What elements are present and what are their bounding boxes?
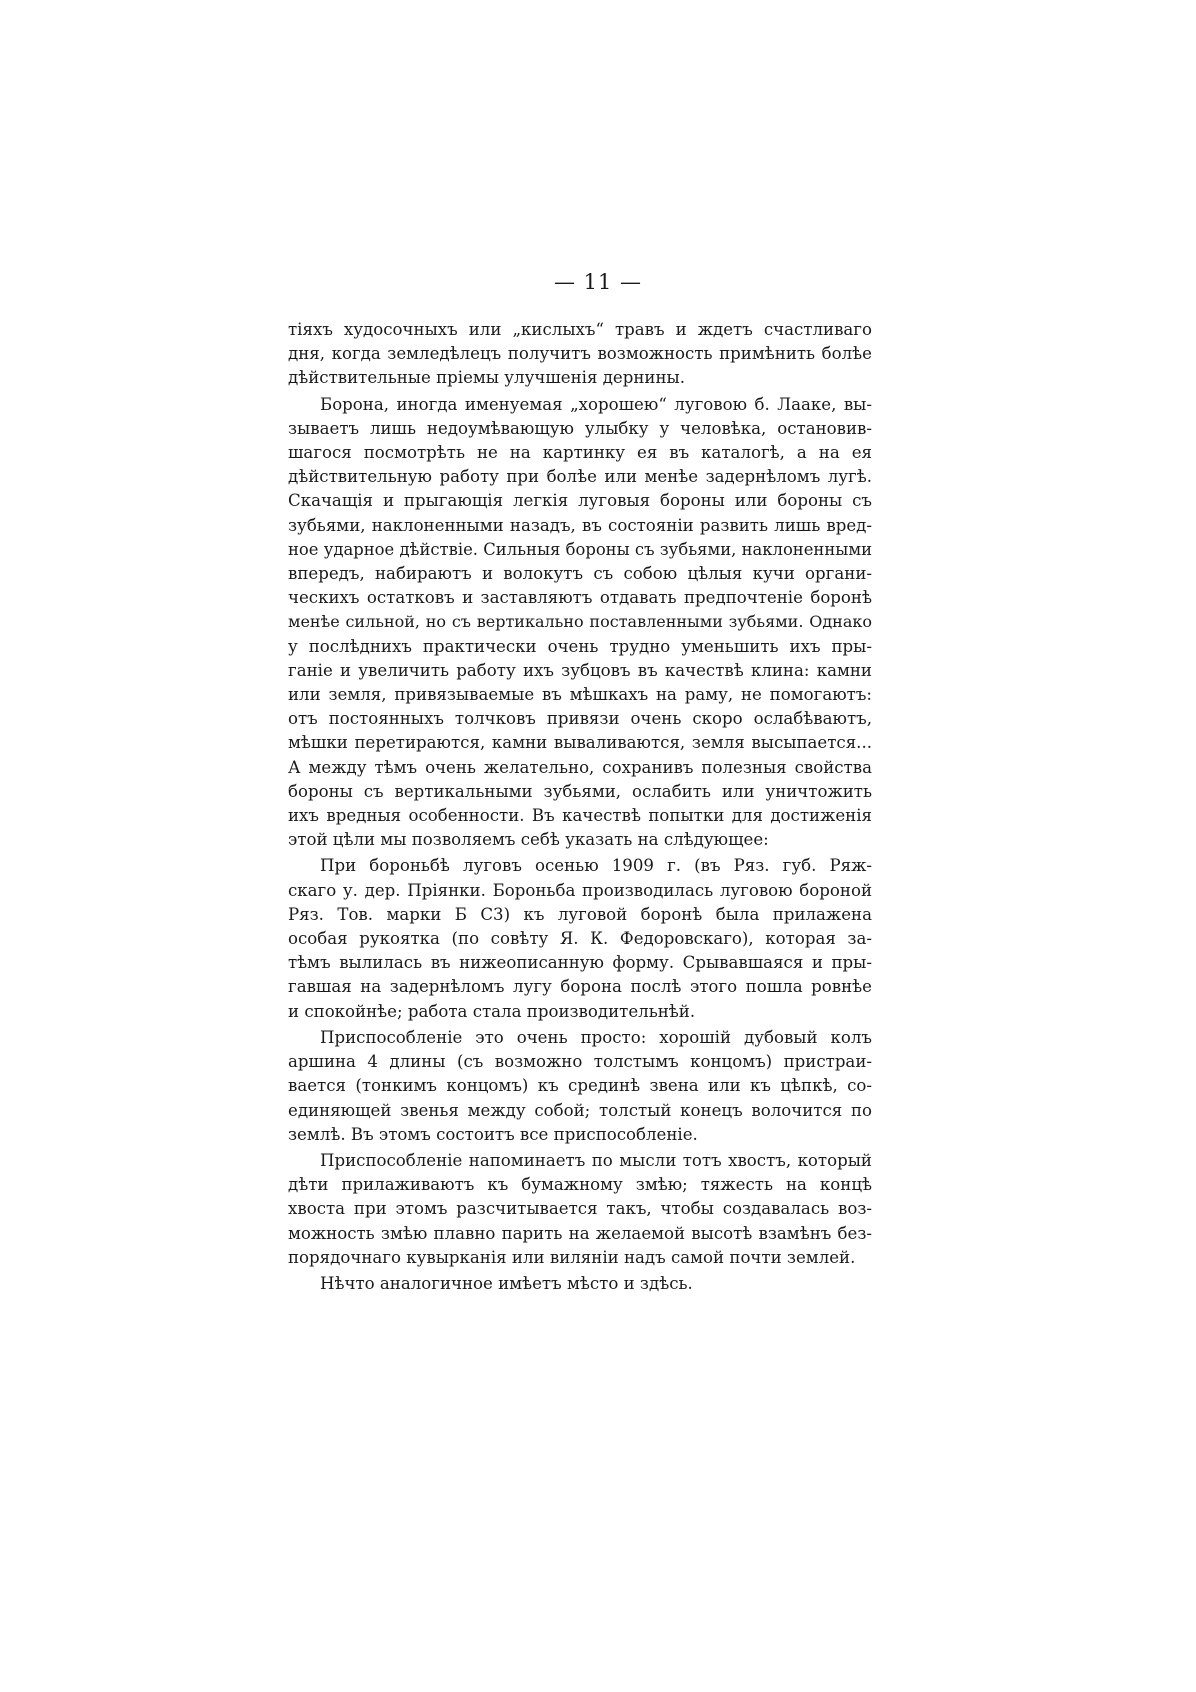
- text-line: Борона, иногда именуемая „хорошею“ луговою б. Лааке, вы-: [320, 394, 872, 414]
- text-line: дѣйствительные прiемы улучшенiя дернины.: [288, 368, 686, 388]
- text-line: отъ постоянныхъ толчковъ привязи очень скоро ослабѣваютъ,: [288, 709, 872, 729]
- text-line: аршина 4 длины (съ возможно толстымъ концомъ) пристраи-: [288, 1052, 872, 1072]
- paragraph: [288, 393, 872, 853]
- text-line: хвоста при этомъ разсчитывается такъ, чтобы создавалась воз-: [288, 1199, 872, 1219]
- text-line: Приспособленiе это очень просто: хорошiй дубовый колъ: [320, 1027, 872, 1047]
- text-line: вается (тонкимъ концомъ) къ срединѣ звена или къ цѣпкѣ, со-: [288, 1076, 872, 1096]
- text-line: мѣшки перетираются, камни вываливаются, земля высыпается...: [288, 733, 872, 753]
- text-line: ческихъ остатковъ и заставляютъ отдавать предпочтенiе боронѣ: [288, 588, 872, 608]
- text-line: порядочнаго кувырканiя или виляніи надъ самой почти землей.: [288, 1247, 856, 1267]
- text-line: единяющей звенья между собой; толстый конецъ волочится по: [288, 1100, 872, 1120]
- text-line: бороны съ вертикальными зубьями, ослабить или уничтожить: [288, 781, 872, 801]
- text-line: этой цѣли мы позволяемъ себѣ указать на слѣдующее:: [288, 830, 769, 850]
- text-line: При бороньбѣ луговъ осенью 1909 г. (въ Ряз. губ. Ряж-: [320, 856, 872, 876]
- text-line: зубьями, наклоненными назадъ, въ состоянiи развить лишь вред-: [288, 515, 872, 535]
- text-line: Нѣчто аналогичное имѣетъ мѣсто и здѣсь.: [320, 1273, 693, 1293]
- text-line: особая рукоятка (по совѣту Я. К. Федоровскаго), которая за-: [288, 929, 872, 949]
- text-line: дѣти прилаживаютъ къ бумажному змѣю; тяжесть на концѣ: [288, 1175, 872, 1195]
- text-line: можность змѣю плавно парить на желаемой высотѣ взамѣнъ без-: [288, 1223, 872, 1243]
- text-line: А между тѣмъ очень желательно, сохранивъ полезныя свойства: [288, 757, 872, 777]
- paragraph: [288, 318, 872, 391]
- text-line: Ряз. Тов. марки Б С3) къ луговой боронѣ была прилажена: [288, 904, 872, 924]
- page-number: — 11 —: [553, 270, 643, 294]
- text-line: ганiе и увеличить работу ихъ зубцовъ въ качествѣ клина: камни: [288, 660, 872, 680]
- text-line: или земля, привязываемые въ мѣшкахъ на раму, не помогаютъ:: [288, 685, 872, 705]
- paragraph: [288, 1272, 872, 1296]
- text-line: дня, когда земледѣлецъ получитъ возможность примѣнить болѣе: [288, 344, 872, 364]
- paragraph: [288, 854, 872, 1023]
- paragraph: [288, 1026, 872, 1147]
- text-line: землѣ. Въ этомъ состоитъ все приспособленiе.: [288, 1124, 698, 1144]
- text-line: зываетъ лишь недоумѣвающую улыбку у человѣка, остановив-: [288, 418, 872, 438]
- text-line: Приспособленiе напоминаетъ по мысли тотъ хвостъ, который: [320, 1150, 872, 1170]
- paragraph: [288, 1149, 872, 1270]
- text-line: тiяхъ худосочныхъ или „кислыхъ“ травъ и ждетъ счастливаго: [288, 320, 872, 339]
- text-line: гавшая на задернѣломъ лугу борона послѣ этого пошла ровнѣе: [288, 977, 872, 997]
- text-line: ное ударное дѣйствiе. Сильныя бороны съ зубьями, наклоненными: [288, 539, 872, 559]
- text-line: Скачащiя и прыгающiя легкiя луговыя бороны или бороны съ: [288, 491, 872, 511]
- text-line: ихъ вредныя особенности. Въ качествѣ попытки для достиженiя: [288, 806, 872, 826]
- text-line: впередъ, набираютъ и волокутъ съ собою цѣлыя кучи органи-: [288, 564, 872, 584]
- text-line: у послѣднихъ практически очень трудно уменьшить ихъ пры-: [288, 636, 872, 656]
- text-line: шагося посмотрѣть не на картинку ея въ каталогѣ, а на ея: [288, 443, 872, 463]
- body-text: [288, 318, 872, 1298]
- text-line: менѣе сильной, но съ вертикально поставленными зубьями. Однако: [288, 612, 872, 632]
- text-line: тѣмъ вылилась въ нижеописанную форму. Срывавшаяся и пры-: [288, 953, 872, 973]
- text-line: и спокойнѣе; работа стала производительнѣй.: [288, 1001, 696, 1021]
- text-line: дѣйствительную работу при болѣе или менѣе задернѣломъ лугѣ.: [288, 467, 872, 487]
- text-line: скаго у. дер. Прiянки. Бороньба производилась луговою бороной: [288, 880, 872, 900]
